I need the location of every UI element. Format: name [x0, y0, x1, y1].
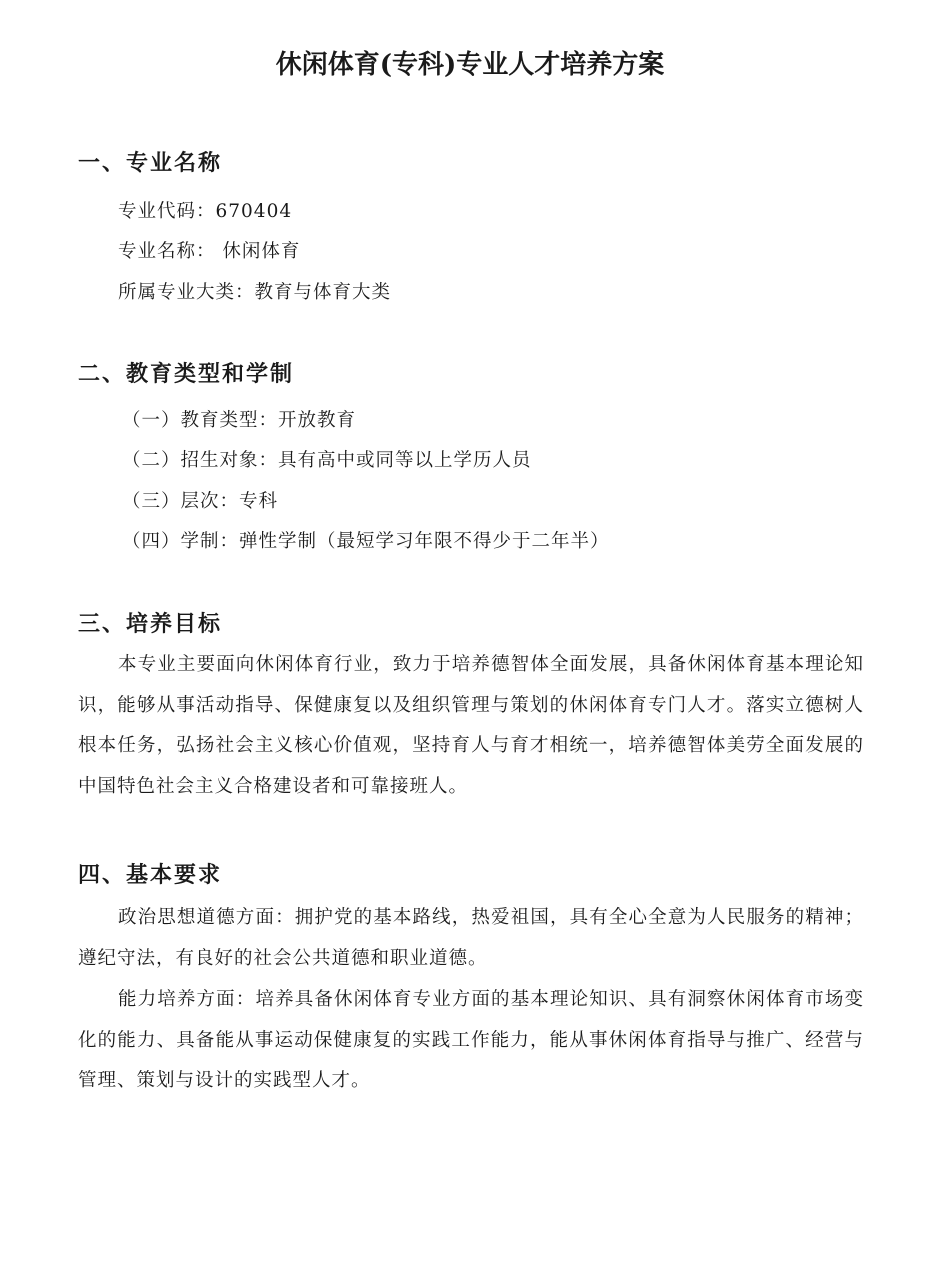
major-code-line: 专业代码：670404 — [118, 201, 293, 222]
ability-training-paragraph: 能力培养方面：培养具备休闲体育专业方面的基本理论知识、具有洞察休闲体育市场变化的能力、具备能从事运动保健康复的实践工作能力，能从事休闲体育指导与推广、经营与管理、策划与设计的实践型人才。 — [78, 989, 864, 1091]
section-heading-basic-requirements: 四、基本要求 — [78, 862, 223, 888]
section-heading-training-objective: 三、培养目标 — [78, 611, 223, 637]
education-type-line: （一）教育类型：开放教育 — [122, 410, 357, 431]
political-moral-paragraph: 政治思想道德方面：拥护党的基本路线，热爱祖国，具有全心全意为人民服务的精神；遵纪守法，有良好的社会公共道德和职业道德。 — [78, 907, 864, 969]
section-heading-major-name: 一、专业名称 — [78, 150, 223, 176]
study-period-line: （四）学制：弹性学制（最短学习年限不得少于二年半） — [122, 531, 610, 552]
major-name-line: 专业名称： 休闲体育 — [118, 241, 301, 262]
enrollment-target-line: （二）招生对象：具有高中或同等以上学历人员 — [122, 450, 532, 471]
document-title: 休闲体育(专科)专业人才培养方案 — [275, 50, 665, 80]
major-category-line: 所属专业大类：教育与体育大类 — [118, 282, 392, 303]
section-heading-education-type: 二、教育类型和学制 — [78, 361, 295, 387]
training-objective-paragraph: 本专业主要面向休闲体育行业，致力于培养德智体全面发展，具备休闲体育基本理论知识，能够从事活动指导、保健康复以及组织管理与策划的休闲体育专门人才。落实立德树人根本任务，弘扬社会主义核心价值观，坚持育人与育才相统一，培养德智体美劳全面发展的中国特色社会主义合格建设者和可靠接班人。 — [78, 654, 864, 797]
level-line: （三）层次：专科 — [122, 491, 279, 512]
